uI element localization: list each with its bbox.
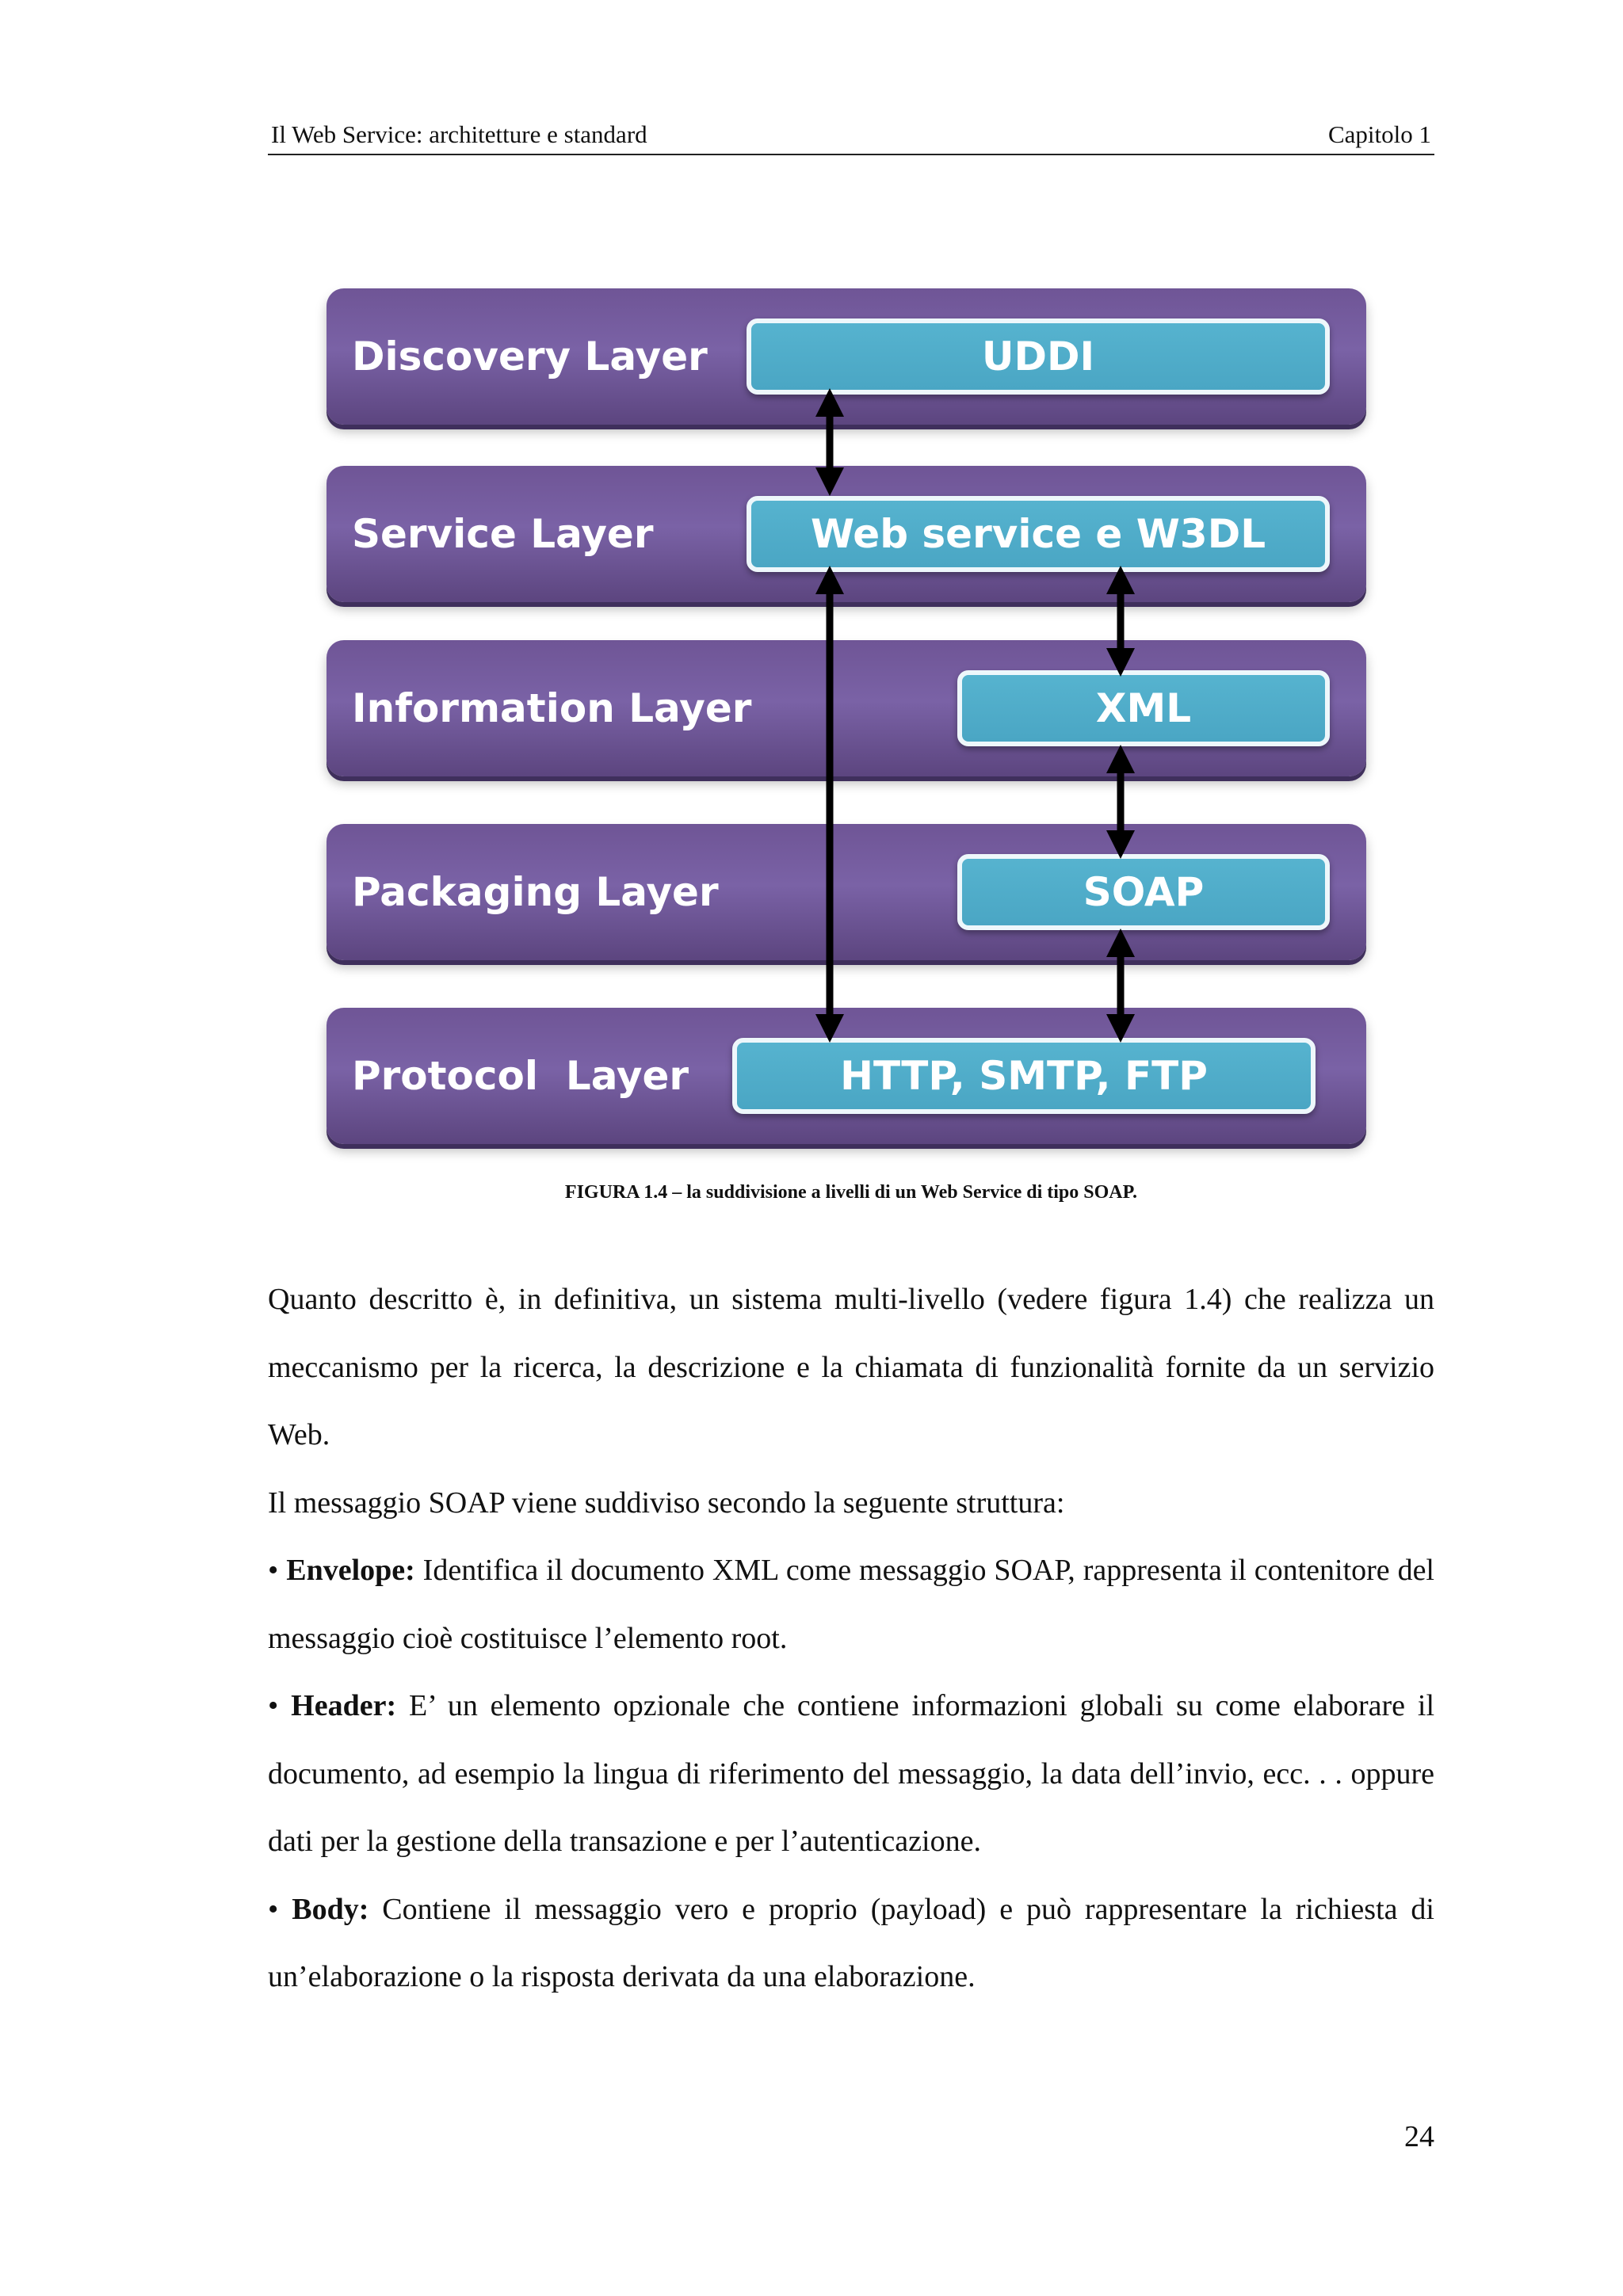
definition: E’ un elemento opzionale che contiene informazioni globali su come elaborare il documento, ad esempio la lingua di riferimento del messaggio, la data dell’invio, ecc. . . oppure dati per la gestione della transazione e per l’autenticazione. (268, 1689, 1435, 1858)
layer-label: Discovery Layer (352, 334, 708, 379)
term: Body: (292, 1892, 369, 1926)
list-item-envelope: • Envelope: Identifica il documento XML come messaggio SOAP, rappresenta il contenitore del messaggio cioè costituisce l’elemento root. (268, 1554, 1434, 1655)
definition: Contiene il messaggio vero e proprio (payload) e può rappresentare la richiesta di un’elaborazione o la risposta derivata da una elaborazione. (268, 1892, 1434, 1993)
component-uddi: UDDI (747, 318, 1330, 395)
layer-label: Protocol Layer (352, 1053, 689, 1099)
layer-discovery (327, 288, 1366, 425)
layer-label: Information Layer (352, 685, 752, 731)
layer-protocol (327, 1008, 1366, 1144)
component-web-service: Web service e W3DL (747, 496, 1330, 572)
list-item-body: • Body: Contiene il messaggio vero e proprio (payload) e può rappresentare la richiesta di un’elaborazione o la risposta derivata da una elaborazione. (268, 1892, 1434, 1993)
layer-service (327, 466, 1366, 602)
page-number: 24 (1404, 2120, 1434, 2153)
layer-packaging (327, 824, 1366, 960)
definition: Identifica il documento XML come messaggio SOAP, rappresenta il contenitore del messaggio cioè costituisce l’elemento root. (268, 1554, 1434, 1655)
figure-caption: FIGURA 1.4 – la suddivisione a livelli di un Web Service di tipo SOAP. (564, 1182, 1138, 1203)
paragraph: Il messaggio SOAP viene suddiviso secondo la seguente struttura: (268, 1486, 1065, 1520)
component-xml: XML (957, 670, 1330, 746)
list-item-header: • Header: E’ un elemento opzionale che contiene informazioni globali su come elaborare il documento, ad esempio la lingua di riferimento del messaggio, la data dell’invio, ecc. . . oppure dati per la gestione della transazione e per l’autenticazione. (268, 1689, 1435, 1858)
body-text (268, 1266, 1434, 2012)
header-title: Il Web Service: architetture e standard (271, 120, 647, 148)
component-soap: SOAP (957, 854, 1330, 930)
paragraph: Quanto descritto è, in definitiva, un sistema multi-livello (vedere figura 1.4) che realizza un meccanismo per la ricerca, la descrizione e la chiamata di funzionalità fornite da un servizio Web. (268, 1283, 1434, 1451)
term: Envelope: (286, 1554, 415, 1587)
layer-label: Packaging Layer (352, 869, 719, 915)
header-chapter: Capitolo 1 (1327, 120, 1431, 148)
running-header (268, 113, 1434, 155)
component-http-smtp-ftp: HTTP, SMTP, FTP (732, 1038, 1316, 1114)
layer-information (327, 640, 1366, 776)
term: Header: (291, 1689, 397, 1722)
layer-label: Service Layer (352, 511, 654, 557)
